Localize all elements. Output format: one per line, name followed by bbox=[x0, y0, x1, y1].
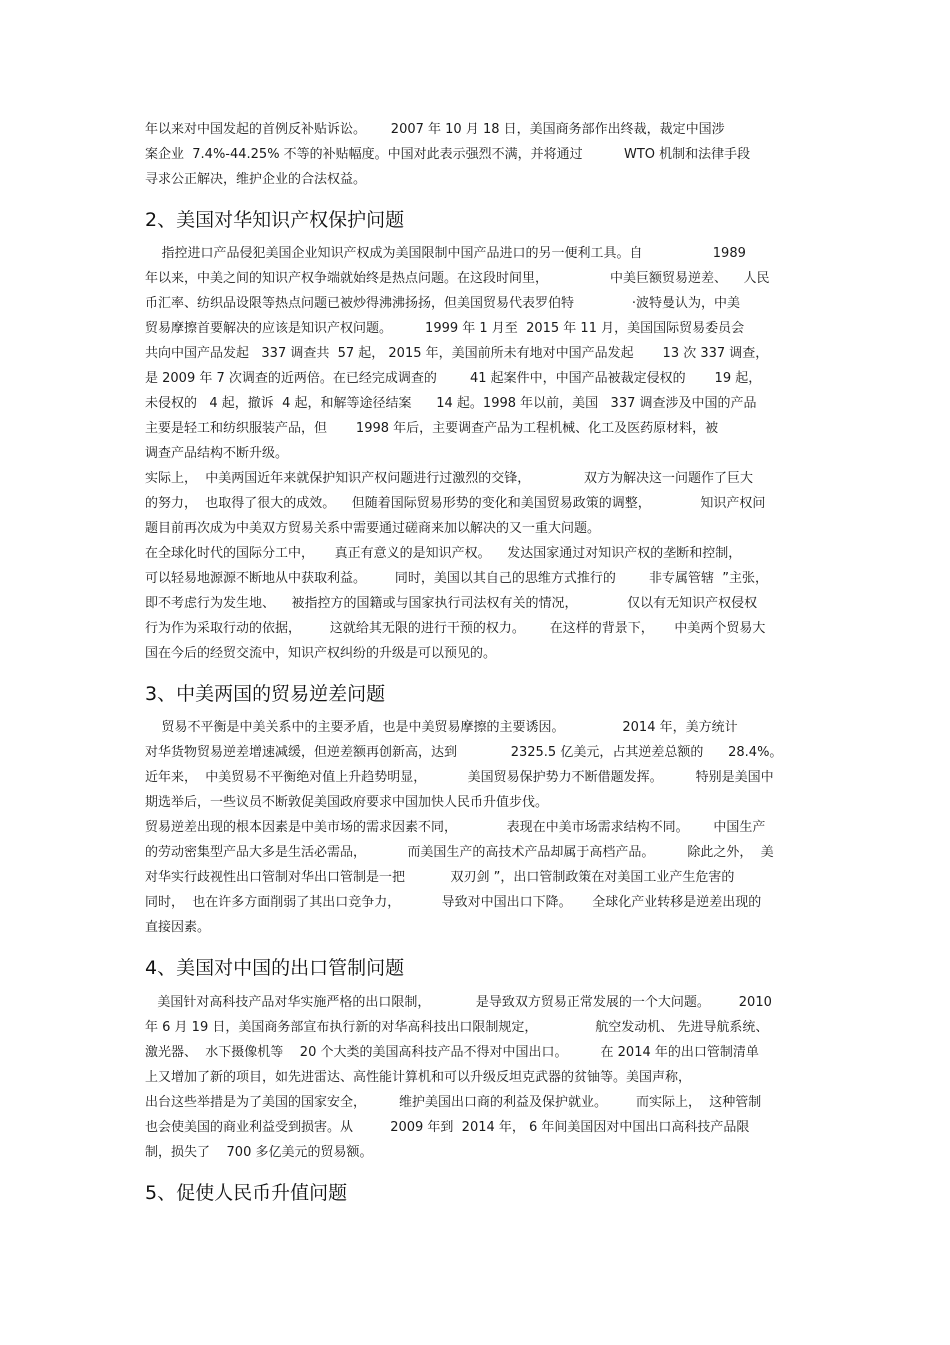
paragraph-line: 对华实行歧视性出口管制对华出口管制是一把 双刃剑 ”，出口管制政策在对美国工业产生危害的 bbox=[145, 870, 735, 885]
paragraph-line: 同时， 也在许多方面削弱了其出口竞争力， 导致对中国出口下降。 全球化产业转移是逆差出现的 bbox=[145, 895, 762, 910]
paragraph-line: 上又增加了新的项目，如先进雷达、高性能计算机和可以升级反坦克武器的贫铀等。美国声称， bbox=[145, 1070, 692, 1085]
paragraph-line: 近年来， 中美贸易不平衡绝对值上升趋势明显， 美国贸易保护势力不断借题发挥。 特别是美国中 bbox=[145, 770, 774, 785]
paragraph-line: 寻求公正解决，维护企业的合法权益。 bbox=[145, 172, 367, 187]
section-heading-trade-deficit: 3、中美两国的贸易逆差问题 bbox=[145, 683, 386, 705]
paragraph-line: 直接因素。 bbox=[145, 920, 211, 935]
paragraph-line: 未侵权的 4 起，撤诉 4 起，和解等途径结案 14 起。1998 年以前，美国 337 调查涉及中国的产品 bbox=[145, 396, 757, 411]
paragraph-line: 币汇率、纺织品设限等热点问题已被炒得沸沸扬扬，但美国贸易代表罗伯特 ·波特曼认为，中美 bbox=[145, 296, 740, 311]
paragraph-line: 也会使美国的商业利益受到损害。从 2009 年到 2014 年， 6 年间美国因对中国出口高科技产品限 bbox=[145, 1120, 750, 1135]
paragraph-line: 行为作为采取行动的依据， 这就给其无限的进行干预的权力。 在这样的背景下， 中美两个贸易大 bbox=[145, 621, 766, 636]
paragraph-line: 国在今后的经贸交流中，知识产权纠纷的升级是可以预见的。 bbox=[145, 646, 497, 661]
paragraph-line: 可以轻易地源源不断地从中获取利益。 同时，美国以其自己的思维方式推行的 非专属管辖 ”主张， bbox=[145, 571, 768, 586]
paragraph-line: 出台这些举措是为了美国的国家安全， 维护美国出口商的利益及保护就业。 而实际上， 这种管制 bbox=[145, 1095, 762, 1110]
paragraph-line: 年 6 月 19 日，美国商务部宣布执行新的对华高科技出口限制规定， 航空发动机、 先进导航系统、 bbox=[145, 1020, 769, 1035]
paragraph-line: 共向中国产品发起 337 调查共 57 起， 2015 年，美国前所未有地对中国产品发起 13 次 337 调查， bbox=[145, 346, 769, 361]
paragraph-line: 年以来对中国发起的首例反补贴诉讼。 2007 年 10 月 18 日，美国商务部作出终裁，裁定中国涉 bbox=[145, 122, 725, 137]
section-heading-export-control: 4、美国对中国的出口管制问题 bbox=[145, 957, 405, 979]
paragraph-line: 期选举后，一些议员不断敦促美国政府要求中国加快人民币升值步伐。 bbox=[145, 795, 549, 810]
paragraph-line: 题目前再次成为中美双方贸易关系中需要通过磋商来加以解决的又一重大问题。 bbox=[145, 521, 601, 536]
paragraph-line: 的劳动密集型产品大多是生活必需品， 而美国生产的高技术产品却属于高档产品。 除此之外， 美 bbox=[145, 845, 774, 860]
paragraph-line: 贸易摩擦首要解决的应该是知识产权问题。 1999 年 1 月至 2015 年 11 月，美国国际贸易委员会 bbox=[145, 321, 745, 336]
paragraph-line: 主要是轻工和纺织服装产品，但 1998 年后，主要调查产品为工程机械、化工及医药原材料，被 bbox=[145, 421, 719, 436]
paragraph-line: 对华货物贸易逆差增速减缓，但逆差额再创新高，达到 2325.5 亿美元，占其逆差总额的 28.4%。 bbox=[145, 745, 783, 760]
paragraph-line: 调查产品结构不断升级。 bbox=[145, 446, 289, 461]
paragraph-line: 贸易不平衡是中美关系中的主要矛盾，也是中美贸易摩擦的主要诱因。 2014 年，美方统计 bbox=[145, 720, 738, 735]
paragraph-line: 年以来，中美之间的知识产权争端就始终是热点问题。在这段时间里， 中美巨额贸易逆差、 人民 bbox=[145, 271, 770, 286]
section-heading-ip-protection: 2、美国对华知识产权保护问题 bbox=[145, 209, 405, 231]
paragraph-line: 案企业 7.4%-44.25% 不等的补贴幅度。中国对此表示强烈不满，并将通过 WTO 机制和法律手段 bbox=[145, 147, 751, 162]
paragraph-line: 在全球化时代的国际分工中， 真正有意义的是知识产权。 发达国家通过对知识产权的垄断和控制， bbox=[145, 546, 742, 561]
paragraph-line: 美国针对高科技产品对华实施严格的出口限制， 是导致双方贸易正常发展的一个大问题。 2010 bbox=[145, 995, 772, 1010]
paragraph-line: 制，损失了 700 多亿美元的贸易额。 bbox=[145, 1145, 373, 1160]
paragraph-line: 即不考虑行为发生地、 被指控方的国籍或与国家执行司法权有关的情况， 仅以有无知识产权侵权 bbox=[145, 596, 758, 611]
paragraph-line: 指控进口产品侵犯美国企业知识产权成为美国限制中国产品进口的另一便利工具。自 1989 bbox=[145, 246, 746, 261]
paragraph-line: 实际上， 中美两国近年来就保护知识产权问题进行过激烈的交锋， 双方为解决这一问题作了巨大 bbox=[145, 471, 753, 486]
paragraph-line: 的努力， 也取得了很大的成效。 但随着国际贸易形势的变化和美国贸易政策的调整， 知识产权问 bbox=[145, 496, 766, 511]
paragraph-line: 是 2009 年 7 次调查的近两倍。在已经完成调查的 41 起案件中，中国产品被裁定侵权的 19 起， bbox=[145, 371, 762, 386]
paragraph-line: 贸易逆差出现的根本因素是中美市场的需求因素不同， 表现在中美市场需求结构不同。 中国生产 bbox=[145, 820, 766, 835]
section-heading-rmb-appreciation: 5、促使人民币升值问题 bbox=[145, 1182, 348, 1204]
paragraph-line: 激光器、 水下摄像机等 20 个大类的美国高科技产品不得对中国出口。 在 2014 年的出口管制清单 bbox=[145, 1045, 759, 1060]
